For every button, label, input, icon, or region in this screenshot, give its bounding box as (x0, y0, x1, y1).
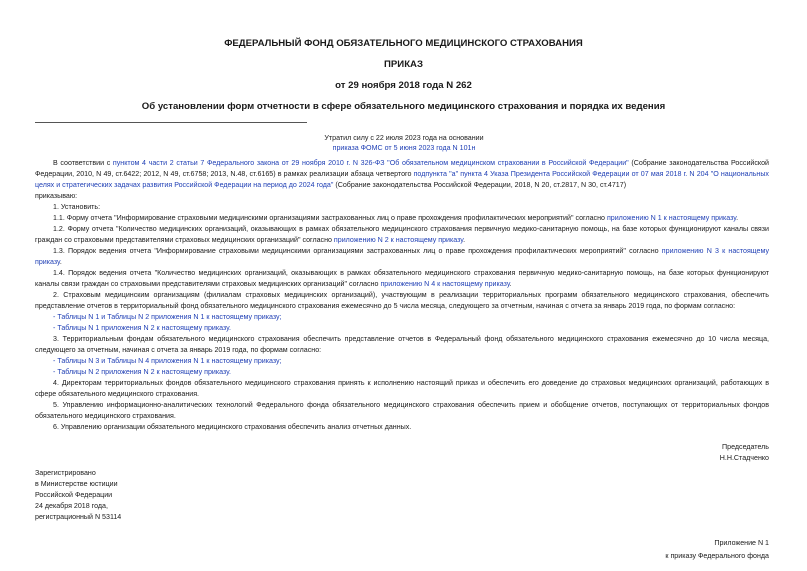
paragraph-2-item-b[interactable]: - Таблицы N 1 приложения N 2 к настоящему приказу. (53, 324, 231, 332)
paragraph-2-item-a[interactable]: - Таблицы N 1 и Таблицы N 2 приложения N 1 к настоящему приказу; (53, 313, 282, 321)
doc-date-number: от 29 ноября 2018 года N 262 (335, 80, 472, 91)
void-note (300, 133, 508, 153)
paragraph-1-2 (35, 224, 769, 246)
paragraph-1-4 (35, 268, 769, 290)
appendix-4-link[interactable]: приложению N 4 к настоящему приказу (380, 280, 510, 288)
appendix-1-link[interactable]: приложению N 1 к настоящему приказу (606, 214, 737, 222)
appendix-3-link[interactable]: приложению N 3 к настоящему приказу (35, 247, 769, 266)
void-note-link[interactable]: приказа ФОМС от 5 июня 2023 года N 101н (332, 144, 476, 152)
paragraph-1-3-end: . (59, 258, 62, 266)
doc-type: ПРИКАЗ (384, 59, 423, 70)
preamble-law-link[interactable]: пунктом 4 части 2 статьи 7 Федерального закона от 29 ноября 2010 г. N 326-ФЗ "Об обязательном медицинском страховании в Российской Федерации" (112, 159, 629, 167)
signature-block (720, 442, 769, 464)
registration-block (35, 468, 121, 523)
preamble (35, 158, 769, 191)
paragraph-1-2-end: . (463, 236, 466, 244)
registration-line: регистрационный N 53114 (35, 513, 122, 521)
org-title: ФЕДЕРАЛЬНЫЙ ФОНД ОБЯЗАТЕЛЬНОГО МЕДИЦИНСКОГО СТРАХОВАНИЯ (224, 38, 583, 49)
paragraph-1-1-text: 1.1. Форму отчета "Информирование страховыми медицинскими организациями застрахованных лиц о праве прохождения профилактических мероприятий" согласно (53, 214, 607, 222)
paragraph-1-1-end: . (736, 214, 739, 222)
paragraph-1-1 (35, 213, 769, 224)
registration-line: в Министерстве юстиции (35, 480, 118, 488)
signature-name: Н.Н.Стадченко (719, 454, 769, 462)
paragraph-6: 6. Управлению организации обязательного медицинского страхования обеспечить анализ отчетных данных. (53, 423, 412, 431)
paragraph-5: 5. Управлению информационно-аналитических технологий Федерального фонда обязательного медицинского страхования обеспечить прием и обобщение отчетов, поступающих от территориальных фондов обязательного медицинского страхования. (35, 401, 769, 420)
paragraph-1-2-text: 1.2. Форму отчета "Количество медицинских организаций, оказывающих в рамках обязательного медицинского страхования первичную медико-санитарную помощь, на базе которых функционируют каналы связи граждан со страховыми представителями страховых медицинских организаций" согласно (35, 225, 769, 244)
paragraph-3-item-a[interactable]: - Таблицы N 3 и Таблицы N 4 приложения N 1 к настоящему приказу; (53, 357, 282, 365)
appendix-2-link[interactable]: приложению N 2 к настоящему приказу (333, 236, 464, 244)
paragraph-1-4-text: 1.4. Порядок ведения отчета "Количество медицинских организаций, оказывающих в рамках обязательного медицинского страхования первичную медико-санитарную помощь, на базе которых функционируют каналы связи граждан со страховыми представителями страховых медицинских организаций" согласно (35, 269, 769, 288)
registration-line: 24 декабря 2018 года, (35, 502, 108, 510)
preamble-text-3: (Собрание законодательства Российской Федерации, 2018, N 20, ст.2817, N 30, ст.4717) (333, 181, 627, 189)
doc-title: Об установлении форм отчетности в сфере обязательного медицинского страхования и порядка их ведения (141, 101, 666, 112)
paragraph-3-item-b[interactable]: - Таблицы N 2 приложения N 2 к настоящему приказу. (53, 368, 231, 376)
registration-line: Российской Федерации (35, 491, 113, 499)
order-word: приказываю: (35, 192, 78, 200)
paragraph-1-3 (35, 246, 769, 268)
signature-role: Председатель (722, 443, 769, 451)
registration-line: Зарегистрировано (35, 469, 96, 477)
paragraph-1-4-end: . (509, 280, 512, 288)
void-note-text: Утратил силу с 22 июля 2023 года на основании (324, 134, 484, 142)
preamble-text-1: В соответствии с (53, 159, 113, 167)
paragraph-2: 2. Страховым медицинским организациям (филиалам страховых медицинских организаций), участвующим в реализации территориальных программ обязательного медицинского страхования, обеспечить представление отчетов в территориальный фонд обязательного медицинского страхования ежемесячно до 5 числа месяца, следующего за отчетным, начиная с отчета за январь 2019 года, по формам согласно: (35, 291, 769, 310)
paragraph-1-3-text: 1.3. Порядок ведения отчета "Информирование страховыми медицинскими организациями застрахованных лиц о праве прохождения профилактических мероприятий" согласно (53, 247, 662, 255)
preamble-decree-link[interactable]: подпункта "а" пункта 4 Указа Президента Российской Федерации от 07 мая 2018 г. N 204 "О национальных целях и стратегических задачах развития Российской Федерации на период до 2024 года" (35, 170, 769, 189)
paragraph-4: 4. Директорам территориальных фондов обязательного медицинского страхования принять к исполнению настоящий приказ и обеспечить его доведение до страховых медицинских организаций, работающих в сфере обязательного медицинского страхования. (35, 379, 769, 398)
divider (35, 122, 307, 123)
appendix-subtitle: к приказу Федерального фонда (665, 552, 769, 560)
appendix-title: Приложение N 1 (714, 539, 769, 547)
preamble-text-2: (Собрание законодательства Российской Федерации, 2010, N 49, ст.6422; 2012, N 49, ст.6758; 2013, N.48, ст.6165) в рамках реализации абзаца четвертого (35, 159, 770, 178)
paragraph-3: 3. Территориальным фондам обязательного медицинского страхования обеспечить представление отчетов в Федеральный фонд обязательного медицинского страхования ежемесячно до 10 числа месяца, следующего за отчетным, начиная с отчета за январь 2019 года, по формам согласно: (35, 335, 769, 354)
paragraph-1: 1. Установить: (53, 203, 101, 211)
